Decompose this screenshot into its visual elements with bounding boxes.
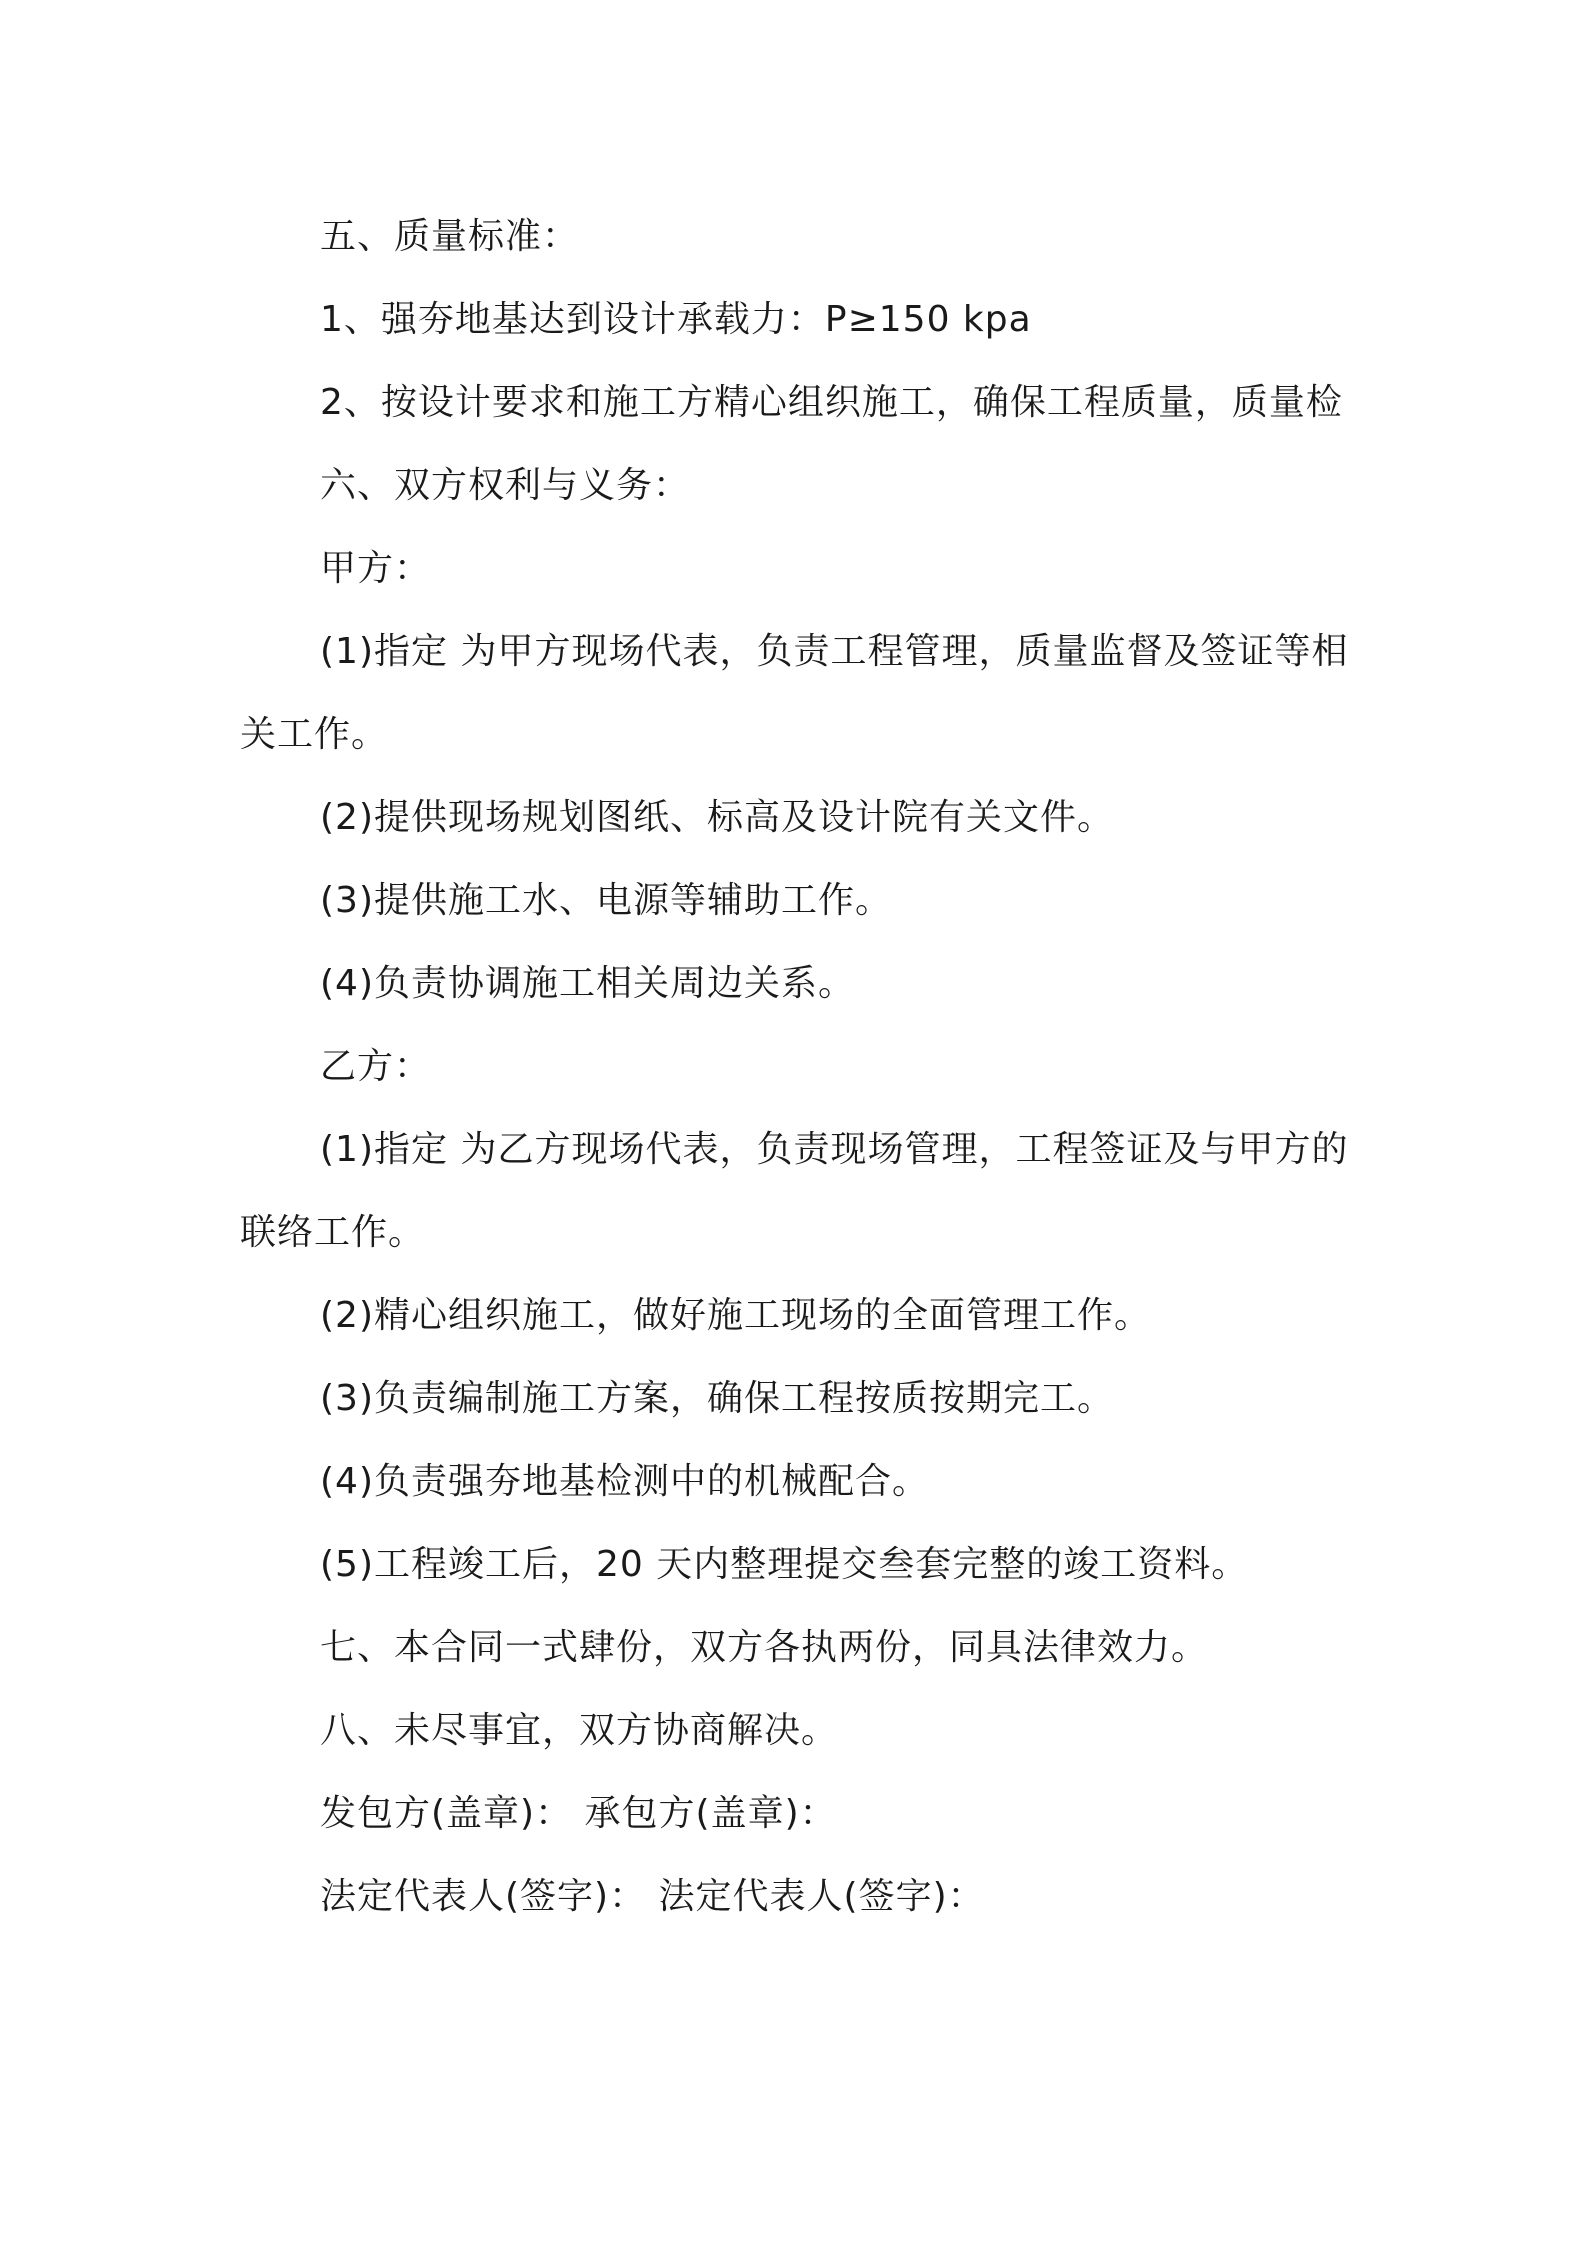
party-a-item-1: (1)指定 为甲方现场代表，负责工程管理，质量监督及签证等相关工作。 (240, 631, 1349, 755)
contract-text (240, 195, 1360, 1938)
quality-item-2: 2、按设计要求和施工方精心组织施工，确保工程质量，质量检 (320, 382, 1343, 423)
party-a-item-3: (3)提供施工水、电源等辅助工作。 (320, 880, 892, 921)
seal-line: 发包方(盖章)： 承包方(盖章)： (320, 1793, 837, 1834)
section-heading-quality-standard: 五、质量标准： (320, 216, 580, 257)
section-heading-rights-obligations: 六、双方权利与义务： (320, 465, 691, 506)
party-a-item-2: (2)提供现场规划图纸、标高及设计院有关文件。 (320, 797, 1114, 838)
signature-line: 法定代表人(签字)： 法定代表人(签字)： (320, 1876, 985, 1917)
party-b-item-2: (2)精心组织施工，做好施工现场的全面管理工作。 (320, 1295, 1151, 1336)
party-b-item-5: (5)工程竣工后，20 天内整理提交叁套完整的竣工资料。 (320, 1544, 1249, 1585)
party-a-item-4: (4)负责协调施工相关周边关系。 (320, 963, 855, 1004)
party-a-heading: 甲方： (320, 548, 432, 589)
party-b-item-4: (4)负责强夯地基检测中的机械配合。 (320, 1461, 929, 1502)
quality-item-1: 1、强夯地基达到设计承载力：P≥150 kpa (320, 299, 1032, 340)
party-b-heading: 乙方： (320, 1046, 432, 1087)
section-other-matters: 八、未尽事宜，双方协商解决。 (320, 1710, 839, 1751)
section-copies-clause: 七、本合同一式肆份，双方各执两份，同具法律效力。 (320, 1627, 1209, 1668)
party-b-item-1: (1)指定 为乙方现场代表，负责现场管理，工程签证及与甲方的联络工作。 (240, 1129, 1349, 1253)
party-b-item-3: (3)负责编制施工方案，确保工程按质按期完工。 (320, 1378, 1114, 1419)
